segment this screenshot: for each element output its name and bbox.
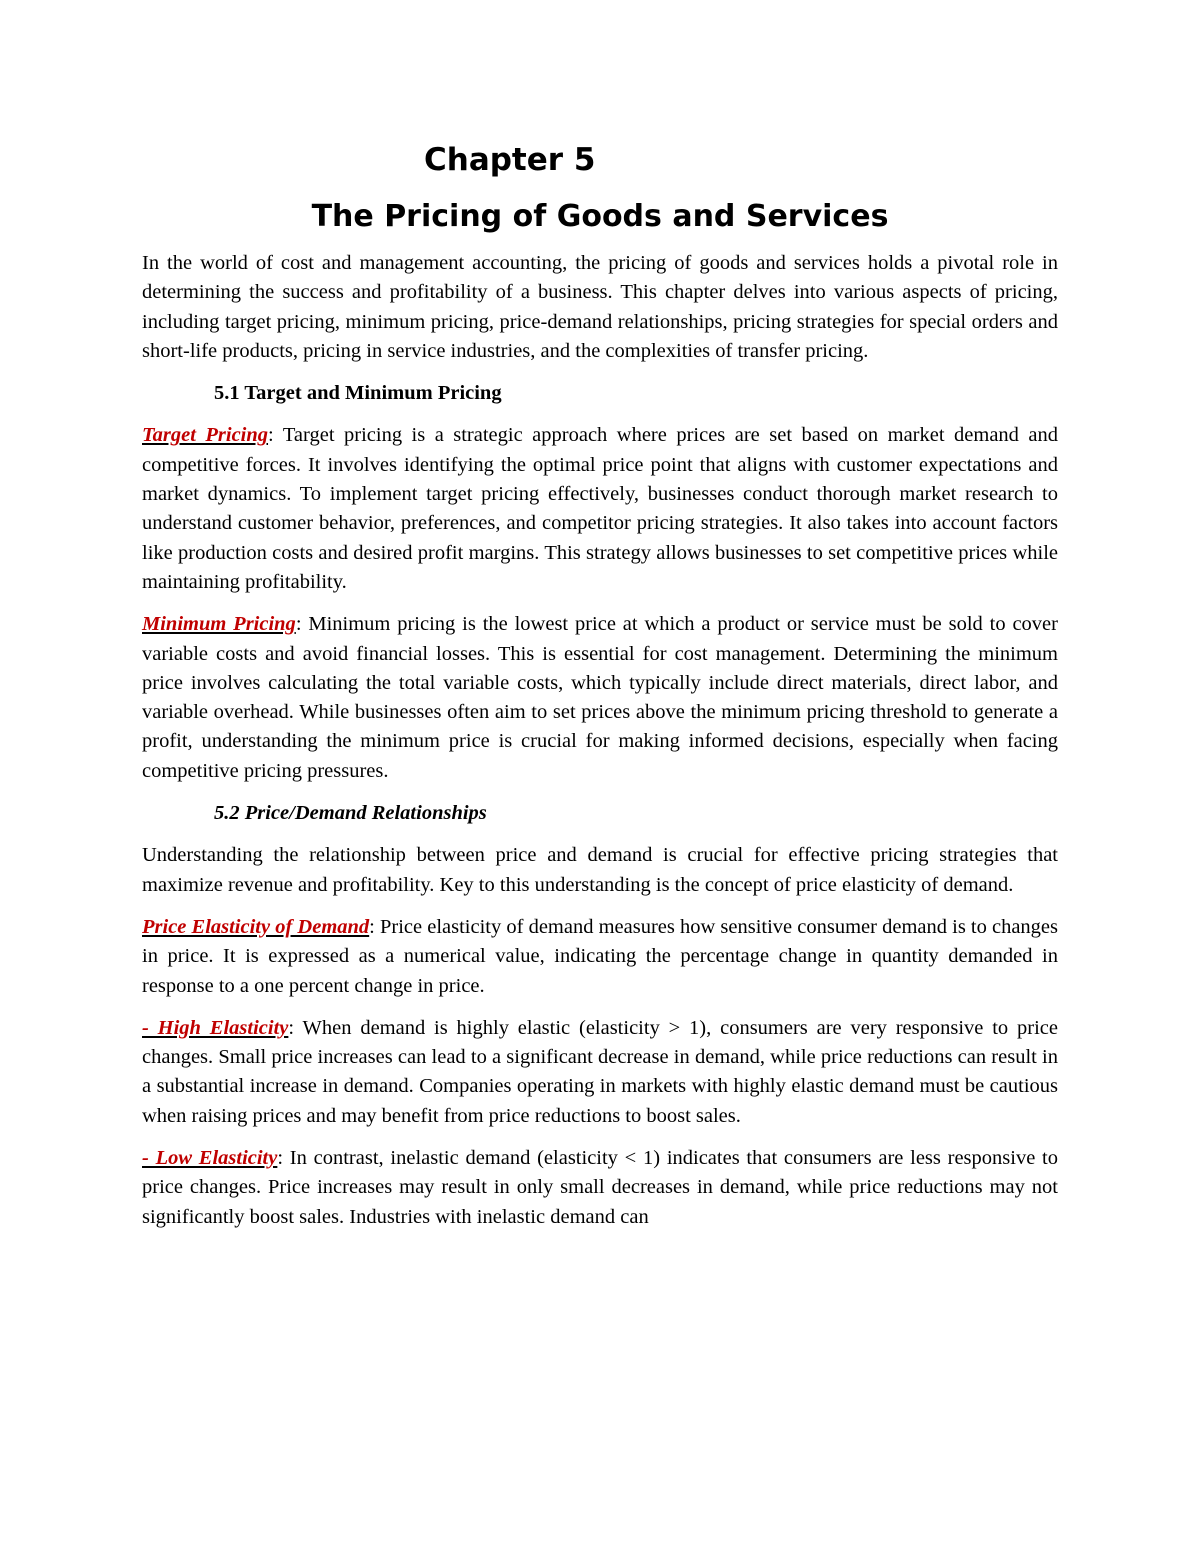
chapter-label: Chapter 5	[424, 142, 596, 178]
high-elasticity-text: : When demand is highly elastic (elasticity > 1), consumers are very responsive to price changes. Small price increases can lead to a significant decrease in demand, while price reductions can result in a substantial increase in demand. Companies operating in markets with highly elastic demand must be cautious when raising prices and may benefit from price reductions to boost sales.	[142, 1016, 1058, 1127]
section-heading-5-2: 5.2 Price/Demand Relationships	[214, 802, 487, 825]
chapter-title: The Pricing of Goods and Services	[311, 199, 889, 234]
ped-term: Price Elasticity of Demand	[142, 915, 370, 938]
low-elasticity-text: : In contrast, inelastic demand (elasticity < 1) indicates that consumers are less responsive to price changes. Price increases may result in only small decreases in demand, while price reductions may not significantly boost sales. Industries with inelastic demand can	[142, 1147, 1058, 1228]
ped-paragraph	[142, 913, 1058, 1001]
high-elasticity-paragraph	[142, 1014, 1058, 1131]
target-pricing-term: Target Pricing	[142, 424, 269, 447]
minimum-pricing-text: : Minimum pricing is the lowest price at which a product or service must be sold to cover variable costs and avoid financial losses. This is essential for cost management. Determining the minimum price involves calculating the total variable costs, which typically include direct materials, direct labor, and variable overhead. While businesses often aim to set prices above the minimum pricing threshold to generate a profit, understanding the minimum price is crucial for making informed decisions, especially when facing competitive pricing pressures.	[142, 613, 1058, 782]
section-heading-5-1: 5.1 Target and Minimum Pricing	[214, 382, 502, 405]
low-elasticity-paragraph	[142, 1144, 1058, 1232]
target-pricing-paragraph	[142, 421, 1058, 597]
high-elasticity-term: - High Elasticity	[142, 1016, 289, 1039]
intro-paragraph: In the world of cost and management accounting, the pricing of goods and services holds a pivotal role in determining the success and profitability of a business. This chapter delves into various aspects of pricing, including target pricing, minimum pricing, price-demand relationships, pricing strategies for special orders and short-life products, pricing in service industries, and the complexities of transfer pricing.	[142, 252, 1058, 362]
target-pricing-text: : Target pricing is a strategic approach where prices are set based on market demand and competitive forces. It involves identifying the optimal price point that aligns with customer expectations and market dynamics. To implement target pricing effectively, businesses conduct thorough market research to understand customer behavior, preferences, and competitor pricing strategies. It also takes into account factors like production costs and desired profit margins. This strategy allows businesses to set competitive prices while maintaining profitability.	[142, 424, 1058, 593]
minimum-pricing-term: Minimum Pricing	[142, 613, 296, 636]
ped-text: : Price elasticity of demand measures how sensitive consumer demand is to changes in price. It is expressed as a numerical value, indicating the percentage change in quantity demanded in response to a one percent change in price.	[142, 915, 1059, 997]
low-elasticity-term: - Low Elasticity	[142, 1147, 278, 1170]
price-demand-intro-paragraph: Understanding the relationship between price and demand is crucial for effective pricing strategies that maximize revenue and profitability. Key to this understanding is the concept of price elasticity of demand.	[142, 844, 1058, 896]
minimum-pricing-paragraph	[142, 610, 1058, 786]
page-content	[142, 138, 1058, 1245]
